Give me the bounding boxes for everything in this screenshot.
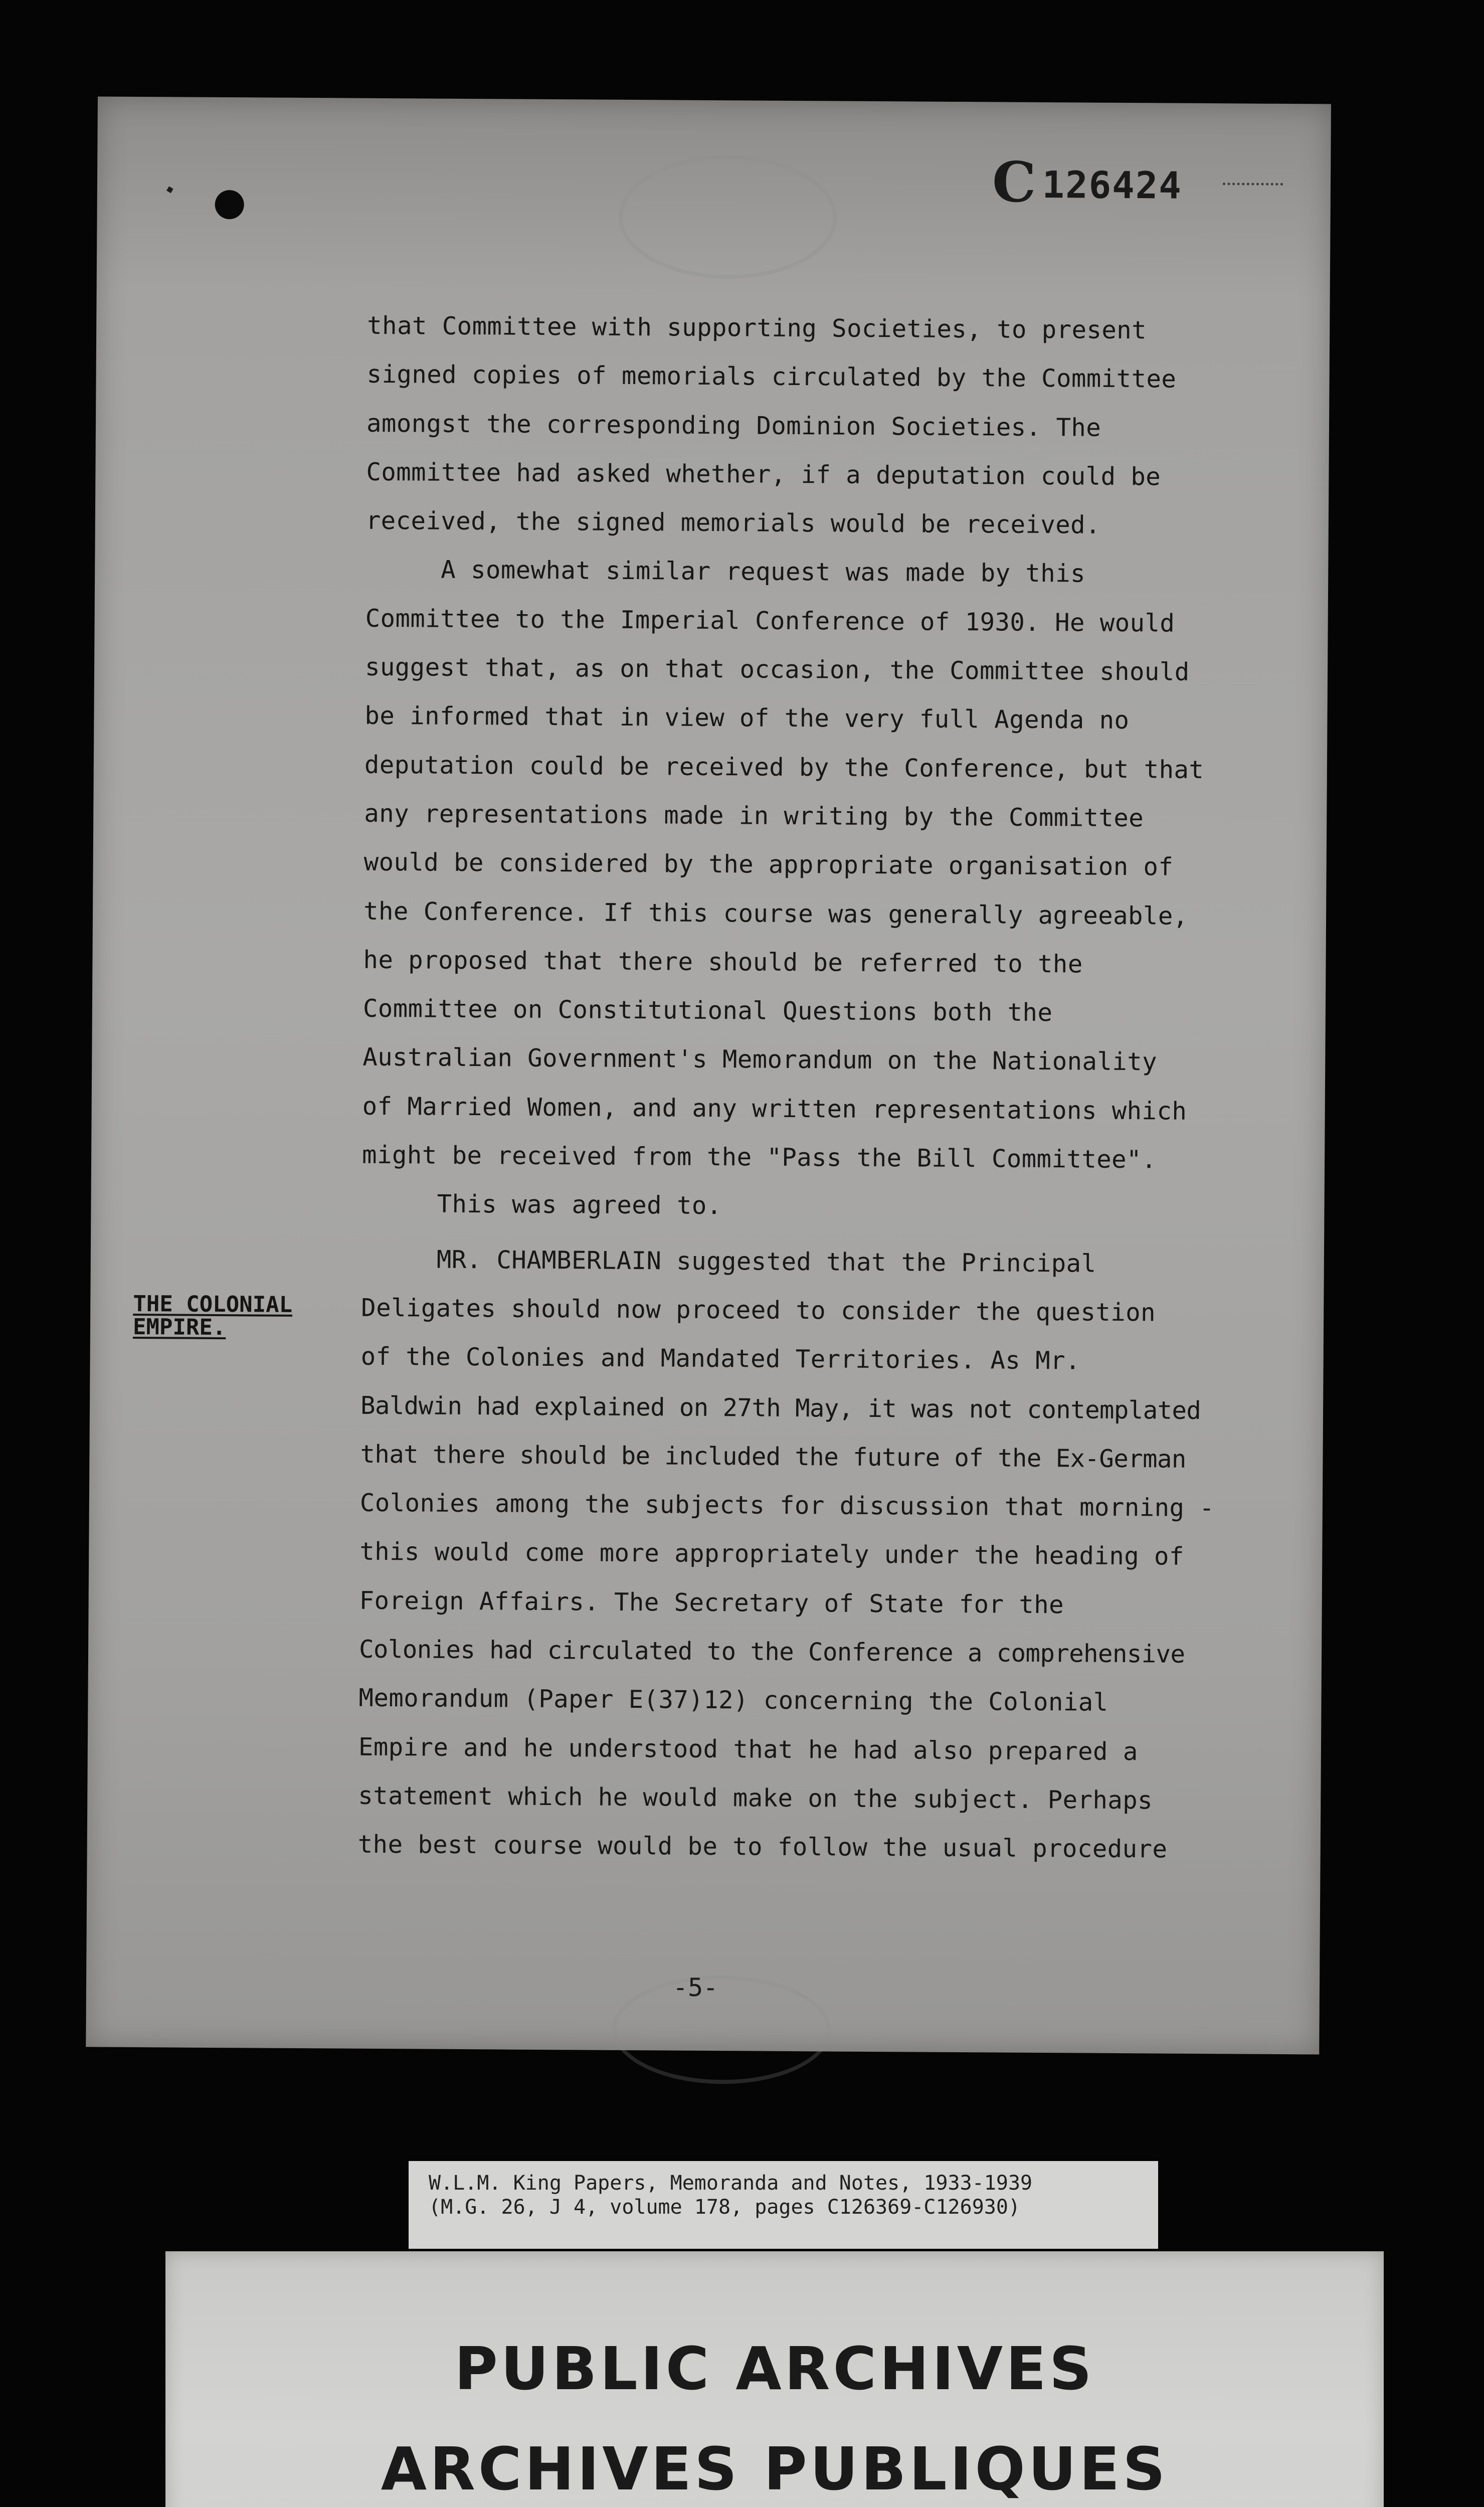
- archive-stamp-card: [165, 2251, 1384, 2507]
- body-line: the best course would be to follow the usual procedure: [357, 1830, 1168, 1864]
- body-line: any representations made in writing by the Committee: [364, 799, 1144, 833]
- body-line: would be considered by the appropriate organisation of: [363, 848, 1174, 881]
- body-line: MR. CHAMBERLAIN suggested that the Principal: [436, 1245, 1096, 1278]
- seal-watermark-top: [618, 155, 837, 280]
- stray-mark: [166, 187, 173, 194]
- body-line: of the Colonies and Mandated Territories. As Mr.: [360, 1342, 1081, 1375]
- body-line: deputation could be received by the Conference, but that: [364, 750, 1204, 784]
- body-line: statement which he would make on the subject. Perhaps: [358, 1781, 1153, 1815]
- body-line: This was agreed to.: [437, 1190, 722, 1220]
- body-line: received, the signed memorials would be received.: [365, 506, 1101, 540]
- body-line: amongst the corresponding Dominion Societies. The: [366, 409, 1101, 442]
- body-line: signed copies of memorials circulated by the Committee: [366, 360, 1177, 394]
- citation-label: [409, 2161, 1158, 2249]
- document-number-value: 126424: [1042, 163, 1183, 208]
- body-line: Baldwin had explained on 27th May, it was not contemplated: [360, 1391, 1201, 1425]
- body-line: Memorandum (Paper E(37)12) concerning the Colonial: [358, 1684, 1108, 1717]
- body-line: Committee to the Imperial Conference of 1930. He would: [365, 604, 1175, 638]
- body-line: that Committee with supporting Societies, to present: [367, 311, 1147, 345]
- body-line: A somewhat similar request was made by this: [441, 556, 1086, 589]
- body-line: this would come more appropriately under the heading of: [359, 1537, 1184, 1571]
- document-number-dash: [1223, 183, 1283, 189]
- body-line: Committee had asked whether, if a deputation could be: [366, 457, 1161, 491]
- body-line: Foreign Affairs. The Secretary of State for the: [359, 1586, 1064, 1620]
- body-text: [357, 301, 1340, 1875]
- archive-title-french: ARCHIVES PUBLIQUES: [381, 2434, 1169, 2503]
- page-number: -5-: [672, 1973, 718, 2003]
- archive-title-english: PUBLIC ARCHIVES: [454, 2334, 1095, 2403]
- seal-watermark-bottom: [612, 1975, 831, 2085]
- body-line: the Conference. If this course was generally agreeable,: [363, 897, 1188, 931]
- margin-heading: [133, 1293, 292, 1340]
- body-line: Colonies had circulated to the Conference a comprehensive: [358, 1635, 1185, 1669]
- body-line: he proposed that there should be referred to the: [363, 945, 1083, 979]
- document-page: [86, 96, 1331, 2054]
- body-line: Deligates should now proceed to consider the question: [361, 1293, 1156, 1327]
- body-line: Colonies among the subjects for discussion that morning -: [359, 1488, 1215, 1523]
- document-number-prefix: C: [992, 149, 1037, 215]
- body-line: Empire and he understood that he had also prepared a: [358, 1732, 1138, 1766]
- hole-punch: [215, 190, 244, 219]
- citation-line: W.L.M. King Papers, Memoranda and Notes, 1933-1939: [429, 2172, 1033, 2195]
- body-line: Australian Government's Memorandum on the Nationality: [362, 1043, 1158, 1077]
- margin-heading-line: THE COLONIAL: [133, 1291, 293, 1318]
- body-line: of Married Women, and any written representations which: [362, 1092, 1187, 1126]
- margin-heading-line: EMPIRE.: [132, 1314, 226, 1341]
- body-line: suggest that, as on that occasion, the Committee should: [364, 652, 1190, 686]
- document-number: [992, 149, 1183, 215]
- body-line: be informed that in view of the very full Agenda no: [364, 701, 1130, 735]
- body-line: that there should be included the future of the Ex-German: [360, 1440, 1186, 1474]
- body-line: Committee on Constitutional Questions both the: [362, 994, 1053, 1027]
- citation-line: (M.G. 26, J 4, volume 178, pages C126369-C126930): [429, 2196, 1021, 2219]
- body-line: might be received from the "Pass the Bill Committee".: [361, 1140, 1157, 1174]
